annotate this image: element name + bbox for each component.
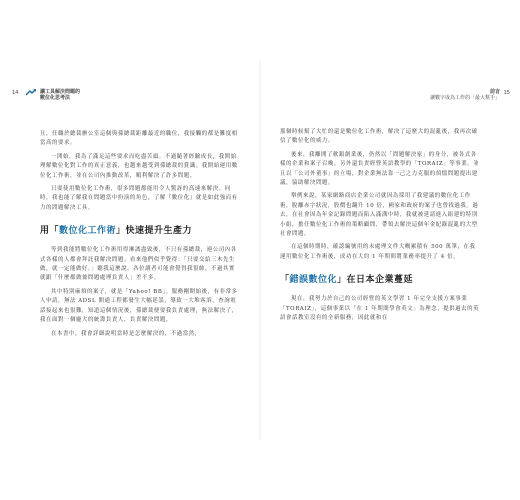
paragraph: 等到我能將數位化工作術用得淋漓盡致後，不只有孫總裁，連公司內各式各樣的人都會拜託我解決問題。看來他們似乎覺得：「只要交給三木先生做，就一定能做好。」聽我這麼說，各位讀者可能會覺得我很帥，不過其實就跟「什麼都做兼問題處理負責人」差不多。	[40, 247, 237, 282]
paragraph: 且，任職於總裁辦公室這個與孫總裁距離最近的職位，我接觸的都是難度相當高的要求。	[40, 131, 238, 147]
page-number: 14	[12, 90, 19, 96]
heading-highlight: 數位化工作術	[59, 226, 117, 237]
left-page	[12, 89, 240, 410]
paragraph: 後來，我離開了軟銀創業後，仍然以「問題解決家」的身分，被各式各樣的企業和案子召喚。另外還負責經營英語教學的「TORAIZ」等事業。並且以「公司外董事」的立場，對企業無法靠一己之力克服的煩惱問題提出建議，協助解決問題。	[280, 151, 480, 187]
chapter-subtitle: 讓數字成為工作的「最大幫手」	[429, 95, 500, 101]
right-page	[280, 89, 510, 410]
section-heading	[280, 272, 480, 285]
paragraph: 現在，我努力於自己的公司經營的英文學習 1 年完全支援方案事業「TORAIZ」，這個事業以「在 1 年期間學會英文」為理念，提供過去的英語會話教室沒有的全新服務，因此就和在	[280, 296, 480, 322]
left-page-body	[40, 130, 240, 343]
book-title-line1: 讓工具解決問題的	[40, 89, 81, 95]
left-page-header	[12, 90, 242, 114]
paragraph: 在這個時期時，確認編號用的未處理文件大概累積有 500 萬筆，在我運用數位化工作術後，成功在大約 1 年期間將業務率提升了 4 倍。	[280, 244, 476, 260]
section-heading	[40, 223, 240, 236]
heading-prefix: 用「	[40, 226, 60, 237]
right-page-header	[280, 90, 510, 114]
heading-highlight: 錯誤數位化	[289, 275, 338, 286]
book-title	[40, 89, 80, 101]
right-page-body	[280, 128, 480, 328]
heading-prefix: 「	[280, 275, 290, 286]
paragraph: 在本書中，我會詳細說明當時是怎麼解決的，不過當然，	[51, 330, 201, 337]
chapter-label: 前言	[489, 89, 500, 95]
page-number: 15	[503, 90, 510, 96]
book-title-line2: 數位化思考法	[40, 95, 71, 101]
paragraph: 一開始，我為了滿足這些要求而吃盡苦頭。不過隨著經驗成長，我開始理解數位化對工作的真正意義，也越來越受到孫總裁的賞識。我開始運用數位化工作術，並在公司內推動改革，順利解決了許多問題。	[40, 153, 238, 179]
paragraph: 其中特別麻煩的案子，就是「Yahoo! BB」。服務剛開始後，有非常多人申請，無法 ADSL 開通工程都發生大幅延誤，導致一大堆客訴，查詢電話接起來也很難，知道這個情況後，孫總裁便要我負責處理，無法解決了，我在面對一個龐大的統籌負責人，負責解決問題。	[40, 288, 238, 324]
book-logo-icon	[26, 89, 36, 97]
chapter-info	[430, 89, 500, 101]
heading-suffix: 」在日本企業蔓延	[337, 275, 414, 286]
heading-suffix: 」快速提升生產力	[116, 226, 193, 237]
paragraph: 那個時候幫了大忙的還是數位化工作術，解決了這麼大的混亂後，我再次確信了數位化的威力。	[280, 129, 478, 145]
paragraph: 舉例來說，某家網路商店企業公司就因為採用了我建議的數位化工作術，脫離赤字狀況，股價也翻升 10 倍，國家和政府的案子也曾找過我。過去，在社會因為年金記錄問題而陷入滿溝中時，我就被延請進入組建的特別小組，擔任數位化工作術的策略顧問，帶領去解決這個年金紀錄混亂的大型社會問題。	[280, 193, 479, 238]
page-gutter	[259, 60, 261, 440]
paragraph: 只要使用數位化工作術，很多問題都能用令人驚訝的高速來解決。同時，我也能了解我在問題當中扮演的角色，了解『數位化』就是如此強而有力的問題解決工具。	[40, 186, 238, 211]
